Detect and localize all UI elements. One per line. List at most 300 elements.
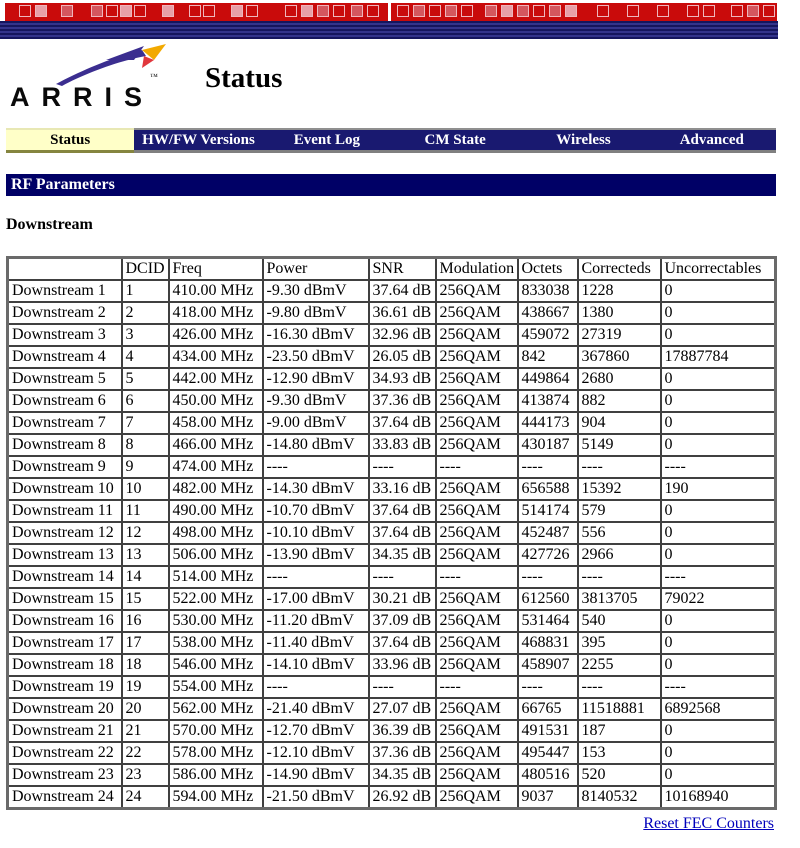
banner-square: [485, 5, 497, 17]
table-cell: -23.50 dBmV: [263, 346, 369, 368]
table-cell: 66765: [518, 698, 578, 720]
table-row: [8, 654, 776, 676]
table-cell: 256QAM: [436, 346, 518, 368]
table-cell: 842: [518, 346, 578, 368]
table-cell: 256QAM: [436, 786, 518, 809]
top-banner-red-strip: [5, 3, 777, 21]
banner-square: [517, 5, 529, 17]
banner-square: [333, 5, 345, 17]
table-cell: 0: [661, 720, 776, 742]
table-cell: 256QAM: [436, 324, 518, 346]
table-cell: 8140532: [578, 786, 661, 809]
table-cell: -11.20 dBmV: [263, 610, 369, 632]
table-cell: 37.36 dB: [369, 742, 436, 764]
table-cell: 495447: [518, 742, 578, 764]
banner-square: [91, 5, 103, 17]
table-row: [8, 478, 776, 500]
table-cell: 3: [122, 324, 169, 346]
table-cell: 5: [122, 368, 169, 390]
table-cell: 37.64 dB: [369, 632, 436, 654]
table-cell: 418.00 MHz: [169, 302, 263, 324]
table-cell: 612560: [518, 588, 578, 610]
table-cell: 570.00 MHz: [169, 720, 263, 742]
table-cell: 16: [122, 610, 169, 632]
table-cell: 5149: [578, 434, 661, 456]
table-cell: 438667: [518, 302, 578, 324]
table-row: [8, 720, 776, 742]
table-cell: Downstream 15: [8, 588, 122, 610]
banner-square: [367, 5, 379, 17]
table-cell: 3813705: [578, 588, 661, 610]
table-cell: 586.00 MHz: [169, 764, 263, 786]
table-cell: 256QAM: [436, 280, 518, 302]
table-cell: -9.30 dBmV: [263, 390, 369, 412]
table-cell: -14.90 dBmV: [263, 764, 369, 786]
table-row: [8, 742, 776, 764]
banner-square: [533, 5, 545, 17]
table-cell: 18: [122, 654, 169, 676]
banner-square: [501, 5, 513, 17]
table-cell: 458907: [518, 654, 578, 676]
table-cell: 30.21 dB: [369, 588, 436, 610]
table-cell: -21.50 dBmV: [263, 786, 369, 809]
table-cell: -12.70 dBmV: [263, 720, 369, 742]
table-cell: 2255: [578, 654, 661, 676]
section-header: RF Parameters: [6, 174, 776, 196]
table-cell: 656588: [518, 478, 578, 500]
table-cell: 17: [122, 632, 169, 654]
banner-square: [285, 5, 297, 17]
table-cell: Downstream 11: [8, 500, 122, 522]
table-cell: 256QAM: [436, 302, 518, 324]
table-cell: 36.39 dB: [369, 720, 436, 742]
banner-square: [397, 5, 409, 17]
table-cell: -13.90 dBmV: [263, 544, 369, 566]
banner-square: [763, 5, 775, 17]
table-row: [8, 632, 776, 654]
page-header: [0, 40, 800, 128]
table-cell: ----: [436, 456, 518, 478]
table-cell: 79022: [661, 588, 776, 610]
table-cell: ----: [369, 676, 436, 698]
banner-square: [106, 5, 118, 17]
table-row: [8, 324, 776, 346]
table-cell: 490.00 MHz: [169, 500, 263, 522]
table-row: [8, 522, 776, 544]
table-cell: 34.35 dB: [369, 544, 436, 566]
banner-square: [445, 5, 457, 17]
table-cell: 256QAM: [436, 478, 518, 500]
table-cell: 20: [122, 698, 169, 720]
banner-square: [549, 5, 561, 17]
banner-square: [429, 5, 441, 17]
table-cell: 256QAM: [436, 434, 518, 456]
table-cell: 6892568: [661, 698, 776, 720]
table-row: [8, 566, 776, 588]
table-cell: 33.83 dB: [369, 434, 436, 456]
table-cell: -9.00 dBmV: [263, 412, 369, 434]
table-cell: 480516: [518, 764, 578, 786]
table-cell: 520: [578, 764, 661, 786]
table-cell: Downstream 19: [8, 676, 122, 698]
banner-square: [19, 5, 31, 17]
table-cell: 21: [122, 720, 169, 742]
downstream-table: [6, 256, 777, 810]
table-cell: -10.70 dBmV: [263, 500, 369, 522]
table-row: [8, 412, 776, 434]
table-cell: ----: [518, 676, 578, 698]
table-row: [8, 698, 776, 720]
table-cell: 450.00 MHz: [169, 390, 263, 412]
table-cell: ----: [578, 676, 661, 698]
banner-square: [461, 5, 473, 17]
table-row: [8, 610, 776, 632]
table-cell: ----: [369, 456, 436, 478]
table-cell: 554.00 MHz: [169, 676, 263, 698]
table-row: [8, 786, 776, 809]
banner-square: [162, 5, 174, 17]
reset-fec-counters-link[interactable]: Reset FEC Counters: [643, 815, 774, 832]
table-cell: 522.00 MHz: [169, 588, 263, 610]
table-cell: 27.07 dB: [369, 698, 436, 720]
table-cell: 0: [661, 390, 776, 412]
table-header-cell: Correcteds: [578, 258, 661, 281]
main-nav: [6, 128, 776, 153]
table-row: [8, 764, 776, 786]
table-cell: 0: [661, 434, 776, 456]
table-cell: 514.00 MHz: [169, 566, 263, 588]
table-cell: 256QAM: [436, 720, 518, 742]
table-cell: 10: [122, 478, 169, 500]
table-cell: 452487: [518, 522, 578, 544]
banner-square: [627, 5, 639, 17]
banner-square: [189, 5, 201, 17]
table-cell: 187: [578, 720, 661, 742]
table-cell: 7: [122, 412, 169, 434]
banner-square: [731, 5, 743, 17]
table-cell: 2: [122, 302, 169, 324]
table-cell: 413874: [518, 390, 578, 412]
table-cell: ----: [518, 456, 578, 478]
table-cell: ----: [436, 676, 518, 698]
table-cell: 24: [122, 786, 169, 809]
table-cell: ----: [369, 566, 436, 588]
table-cell: 2966: [578, 544, 661, 566]
table-cell: 256QAM: [436, 390, 518, 412]
table-cell: 256QAM: [436, 588, 518, 610]
table-cell: 13: [122, 544, 169, 566]
table-cell: 468831: [518, 632, 578, 654]
table-header-row: [8, 258, 776, 281]
table-cell: 2680: [578, 368, 661, 390]
table-cell: 34.35 dB: [369, 764, 436, 786]
table-header-cell: Octets: [518, 258, 578, 281]
top-banner-stripes: [0, 21, 778, 39]
table-cell: 11: [122, 500, 169, 522]
table-header-cell: Power: [263, 258, 369, 281]
table-row: [8, 280, 776, 302]
table-cell: 36.61 dB: [369, 302, 436, 324]
table-cell: 579: [578, 500, 661, 522]
table-row: [8, 302, 776, 324]
table-cell: 1380: [578, 302, 661, 324]
table-cell: 14: [122, 566, 169, 588]
table-header-cell: Modulation: [436, 258, 518, 281]
table-cell: 256QAM: [436, 522, 518, 544]
table-cell: 22: [122, 742, 169, 764]
table-cell: 9: [122, 456, 169, 478]
downstream-heading: Downstream: [6, 216, 93, 233]
table-cell: 1228: [578, 280, 661, 302]
table-cell: 0: [661, 324, 776, 346]
table-row: [8, 676, 776, 698]
table-cell: 434.00 MHz: [169, 346, 263, 368]
arris-logo: [8, 42, 198, 112]
table-cell: Downstream 6: [8, 390, 122, 412]
table-cell: ----: [661, 456, 776, 478]
table-row: [8, 500, 776, 522]
banner-square: [301, 5, 313, 17]
table-cell: 491531: [518, 720, 578, 742]
table-cell: 256QAM: [436, 500, 518, 522]
table-cell: ----: [436, 566, 518, 588]
table-cell: 0: [661, 302, 776, 324]
table-row: [8, 346, 776, 368]
table-cell: 37.64 dB: [369, 412, 436, 434]
table-cell: -14.80 dBmV: [263, 434, 369, 456]
table-cell: 15392: [578, 478, 661, 500]
table-cell: ----: [578, 566, 661, 588]
table-cell: 153: [578, 742, 661, 764]
table-cell: ----: [518, 566, 578, 588]
table-cell: Downstream 20: [8, 698, 122, 720]
table-cell: -17.00 dBmV: [263, 588, 369, 610]
table-row: [8, 544, 776, 566]
table-cell: Downstream 9: [8, 456, 122, 478]
table-cell: ----: [661, 676, 776, 698]
banner-divider: [388, 3, 391, 21]
downstream-table-body: [8, 280, 776, 809]
table-cell: Downstream 14: [8, 566, 122, 588]
table-cell: 34.93 dB: [369, 368, 436, 390]
table-cell: ----: [578, 456, 661, 478]
banner-square: [61, 5, 73, 17]
table-cell: 15: [122, 588, 169, 610]
table-cell: 0: [661, 368, 776, 390]
table-cell: 256QAM: [436, 654, 518, 676]
table-cell: 530.00 MHz: [169, 610, 263, 632]
banner-square: [351, 5, 363, 17]
table-cell: Downstream 17: [8, 632, 122, 654]
table-cell: Downstream 3: [8, 324, 122, 346]
nav-tab-wireless[interactable]: Wireless: [519, 128, 647, 153]
table-cell: 367860: [578, 346, 661, 368]
table-cell: ----: [263, 566, 369, 588]
table-cell: 442.00 MHz: [169, 368, 263, 390]
table-footer: [0, 815, 774, 833]
table-cell: 37.64 dB: [369, 500, 436, 522]
table-cell: 506.00 MHz: [169, 544, 263, 566]
table-cell: 8: [122, 434, 169, 456]
table-cell: 556: [578, 522, 661, 544]
table-cell: Downstream 24: [8, 786, 122, 809]
table-cell: 256QAM: [436, 742, 518, 764]
table-cell: 256QAM: [436, 368, 518, 390]
table-cell: 6: [122, 390, 169, 412]
table-cell: 37.64 dB: [369, 522, 436, 544]
table-cell: 0: [661, 500, 776, 522]
table-cell: 12: [122, 522, 169, 544]
table-cell: Downstream 1: [8, 280, 122, 302]
table-cell: 0: [661, 654, 776, 676]
table-cell: 0: [661, 742, 776, 764]
table-cell: 546.00 MHz: [169, 654, 263, 676]
table-cell: Downstream 8: [8, 434, 122, 456]
table-cell: ----: [263, 676, 369, 698]
table-cell: ----: [263, 456, 369, 478]
banner-square: [35, 5, 47, 17]
table-cell: 26.92 dB: [369, 786, 436, 809]
table-cell: 32.96 dB: [369, 324, 436, 346]
table-cell: 26.05 dB: [369, 346, 436, 368]
banner-square: [120, 5, 132, 17]
table-header-cell: [8, 258, 122, 281]
banner-square: [231, 5, 243, 17]
table-cell: Downstream 4: [8, 346, 122, 368]
table-header-cell: SNR: [369, 258, 436, 281]
table-cell: -11.40 dBmV: [263, 632, 369, 654]
banner-square: [317, 5, 329, 17]
page-title: Status: [205, 62, 283, 94]
table-row: [8, 456, 776, 478]
table-cell: 882: [578, 390, 661, 412]
table-row: [8, 434, 776, 456]
table-cell: 459072: [518, 324, 578, 346]
top-banner: [0, 0, 800, 40]
table-cell: 11518881: [578, 698, 661, 720]
table-cell: 449864: [518, 368, 578, 390]
table-cell: 474.00 MHz: [169, 456, 263, 478]
table-cell: -12.10 dBmV: [263, 742, 369, 764]
table-cell: -10.10 dBmV: [263, 522, 369, 544]
table-row: [8, 368, 776, 390]
table-cell: Downstream 22: [8, 742, 122, 764]
table-cell: Downstream 12: [8, 522, 122, 544]
trademark-symbol: ™: [150, 72, 158, 81]
table-cell: 540: [578, 610, 661, 632]
banner-square: [597, 5, 609, 17]
brand-wordmark: ARRIS: [10, 82, 155, 112]
table-cell: 256QAM: [436, 610, 518, 632]
table-cell: Downstream 13: [8, 544, 122, 566]
banner-square: [687, 5, 699, 17]
table-cell: 427726: [518, 544, 578, 566]
table-cell: 562.00 MHz: [169, 698, 263, 720]
table-cell: 0: [661, 412, 776, 434]
banner-square: [246, 5, 258, 17]
table-cell: 0: [661, 610, 776, 632]
banner-square: [565, 5, 577, 17]
nav-tab-status[interactable]: Status: [6, 128, 134, 153]
table-cell: 538.00 MHz: [169, 632, 263, 654]
table-cell: 482.00 MHz: [169, 478, 263, 500]
table-cell: 9037: [518, 786, 578, 809]
table-cell: 256QAM: [436, 544, 518, 566]
table-cell: 531464: [518, 610, 578, 632]
table-cell: 0: [661, 632, 776, 654]
banner-square: [134, 5, 146, 17]
table-cell: 4: [122, 346, 169, 368]
table-cell: 10168940: [661, 786, 776, 809]
nav-tab-event-log[interactable]: Event Log: [263, 128, 391, 153]
table-cell: -21.40 dBmV: [263, 698, 369, 720]
table-cell: 458.00 MHz: [169, 412, 263, 434]
table-cell: 514174: [518, 500, 578, 522]
table-cell: 19: [122, 676, 169, 698]
banner-square: [413, 5, 425, 17]
table-cell: 256QAM: [436, 764, 518, 786]
table-cell: ----: [661, 566, 776, 588]
table-cell: -14.10 dBmV: [263, 654, 369, 676]
table-cell: 426.00 MHz: [169, 324, 263, 346]
banner-square: [703, 5, 715, 17]
table-cell: 256QAM: [436, 412, 518, 434]
table-cell: Downstream 7: [8, 412, 122, 434]
nav-tab-cm-state[interactable]: CM State: [391, 128, 519, 153]
table-row: [8, 390, 776, 412]
table-cell: 578.00 MHz: [169, 742, 263, 764]
table-cell: 37.09 dB: [369, 610, 436, 632]
table-cell: Downstream 18: [8, 654, 122, 676]
nav-tab-hwfw-versions[interactable]: HW/FW Versions: [134, 128, 262, 153]
table-cell: 594.00 MHz: [169, 786, 263, 809]
table-cell: 0: [661, 280, 776, 302]
table-cell: -12.90 dBmV: [263, 368, 369, 390]
table-cell: 23: [122, 764, 169, 786]
table-header-cell: Uncorrectables: [661, 258, 776, 281]
table-cell: Downstream 23: [8, 764, 122, 786]
table-cell: 430187: [518, 434, 578, 456]
table-cell: Downstream 10: [8, 478, 122, 500]
banner-square: [747, 5, 759, 17]
table-cell: 0: [661, 764, 776, 786]
table-cell: 410.00 MHz: [169, 280, 263, 302]
table-cell: 37.36 dB: [369, 390, 436, 412]
table-header-cell: Freq: [169, 258, 263, 281]
table-cell: -9.30 dBmV: [263, 280, 369, 302]
table-cell: -9.80 dBmV: [263, 302, 369, 324]
table-cell: Downstream 21: [8, 720, 122, 742]
table-cell: 498.00 MHz: [169, 522, 263, 544]
table-cell: -14.30 dBmV: [263, 478, 369, 500]
table-cell: 0: [661, 544, 776, 566]
table-cell: 190: [661, 478, 776, 500]
table-cell: Downstream 5: [8, 368, 122, 390]
table-cell: Downstream 2: [8, 302, 122, 324]
table-cell: 256QAM: [436, 698, 518, 720]
banner-square: [203, 5, 215, 17]
nav-tab-advanced[interactable]: Advanced: [648, 128, 776, 153]
table-cell: 27319: [578, 324, 661, 346]
table-cell: 904: [578, 412, 661, 434]
table-header-cell: DCID: [122, 258, 169, 281]
table-cell: Downstream 16: [8, 610, 122, 632]
table-cell: 17887784: [661, 346, 776, 368]
table-cell: 256QAM: [436, 632, 518, 654]
table-row: [8, 588, 776, 610]
table-cell: 33.96 dB: [369, 654, 436, 676]
table-cell: 395: [578, 632, 661, 654]
